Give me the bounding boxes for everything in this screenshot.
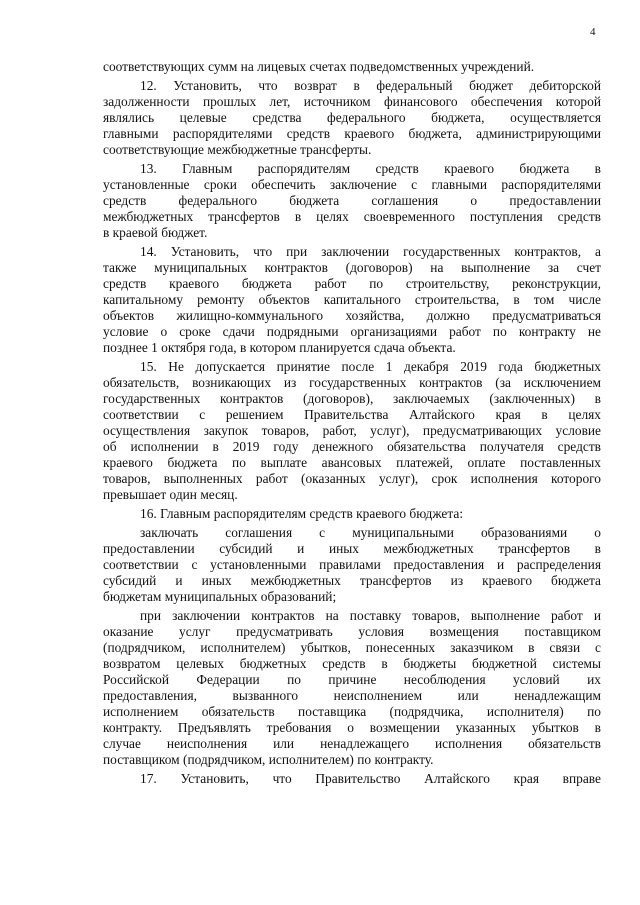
text-line: превышает один месяц. [103, 487, 238, 502]
text-line: краевого бюджета по выплате авансовых платежей, оплате поставленных [103, 455, 601, 470]
text-line: (подрядчиком, исполнителем) убытков, понесенных заказчиком в связи с [103, 640, 601, 655]
text-line: об исполнении в 2019 году денежного обязательства получателя средств [103, 439, 601, 454]
text-line: объектов жилищно-коммунального хозяйства, должно предусматриваться [103, 308, 601, 323]
text-line: бюджетам муниципальных образований; [103, 589, 337, 604]
text-line: также муниципальных контрактов (договоров) на выполнение за счет [103, 260, 601, 275]
text-line: межбюджетных трансфертов в целях своевременного поступления средств [103, 209, 601, 224]
text-line: соответствии с решением Правительства Алтайского края в целях [103, 407, 601, 422]
paragraph-16-item-1 [103, 525, 601, 605]
paragraph-16-item-2 [103, 608, 601, 768]
text-line: в краевой бюджет. [103, 225, 208, 240]
text-line: предоставлении субсидий и иных межбюджетных трансфертов в [103, 541, 601, 556]
paragraph-14 [103, 244, 601, 356]
text-line: Российской Федерации по причине несоблюдения условий их [103, 672, 601, 687]
text-line: 14. Установить, что при заключении государственных контрактов, а [140, 244, 601, 259]
paragraph-continuation [103, 59, 601, 75]
text-line: субсидий и иных межбюджетных трансфертов из краевого бюджета [103, 573, 601, 588]
text-line: главными распорядителями средств краевого бюджета, администрирующими [103, 126, 601, 141]
text-line: 16. Главным распорядителям средств краевого бюджета: [140, 506, 464, 521]
paragraph-12 [103, 78, 601, 158]
text-line: случае неисполнения или ненадлежащего исполнения обязательств [103, 736, 601, 751]
text-line: капитальному ремонту объектов капитального строительства, в том числе [103, 292, 601, 307]
paragraph-17 [103, 771, 601, 787]
paragraph-13 [103, 161, 601, 241]
text-line: условие о сроке сдачи подрядными организациями работ по контракту не [103, 324, 601, 339]
text-line: контракту. Предъявлять требования о возмещении указанных убытков в [103, 720, 601, 735]
text-line: средств федерального бюджета соглашения о предоставлении [103, 193, 601, 208]
paragraph-15 [103, 359, 601, 503]
text-line: 13. Главным распорядителям средств краевого бюджета в [140, 161, 601, 176]
page-number: 4 [590, 26, 596, 38]
text-line: при заключении контрактов на поставку товаров, выполнение работ и [140, 608, 601, 623]
text-line: 15. Не допускается принятие после 1 декабря 2019 года бюджетных [140, 359, 601, 374]
text-line: оказание услуг предусматривать условия возмещения поставщиком [103, 624, 601, 639]
text-line: осуществления закупок товаров, работ, услуг), предусматривающих условие [103, 423, 601, 438]
text-line: являлись целевые средства федерального бюджета, осуществляется [103, 110, 601, 125]
text-line: задолженности прошлых лет, источником финансового обеспечения которой [103, 94, 601, 109]
text-line: средств краевого бюджета работ по строительству, реконструкции, [103, 276, 601, 291]
document-body [103, 59, 601, 787]
text-line: предоставления, вызванного неисполнением или ненадлежащим [103, 688, 601, 703]
text-line: позднее 1 октября года, в котором планируется сдача объекта. [103, 340, 456, 355]
text-line: соответствующие межбюджетные трансферты. [103, 142, 372, 157]
text-line: обязательств, возникающих из государственных контрактов (за исключением [103, 375, 601, 390]
text-line: 12. Установить, что возврат в федеральный бюджет дебиторской [140, 78, 601, 93]
paragraph-16 [103, 506, 601, 522]
text-line: заключать соглашения с муниципальными образованиями о [140, 525, 601, 540]
text-line: возвратом целевых бюджетных средств в бюджеты бюджетной системы [103, 656, 601, 671]
text-line: исполнением обязательств поставщика (подрядчика, исполнителя) по [103, 704, 601, 719]
text-line: поставщиком (подрядчиком, исполнителем) по контракту. [103, 752, 434, 767]
text-line: товаров, выполненных работ (оказанных услуг), срок исполнения которого [103, 471, 601, 486]
text-line: установленные сроки обеспечить заключение с главными распорядителями [103, 177, 601, 192]
text-line: 17. Установить, что Правительство Алтайского края вправе [140, 771, 601, 786]
text-line: государственных контрактов (договоров), заключаемых (заключенных) в [103, 391, 601, 406]
text-line: соответствующих сумм на лицевых счетах подведомственных учреждений. [103, 59, 535, 74]
text-line: соответствии с установленными правилами предоставления и распределения [103, 557, 601, 572]
